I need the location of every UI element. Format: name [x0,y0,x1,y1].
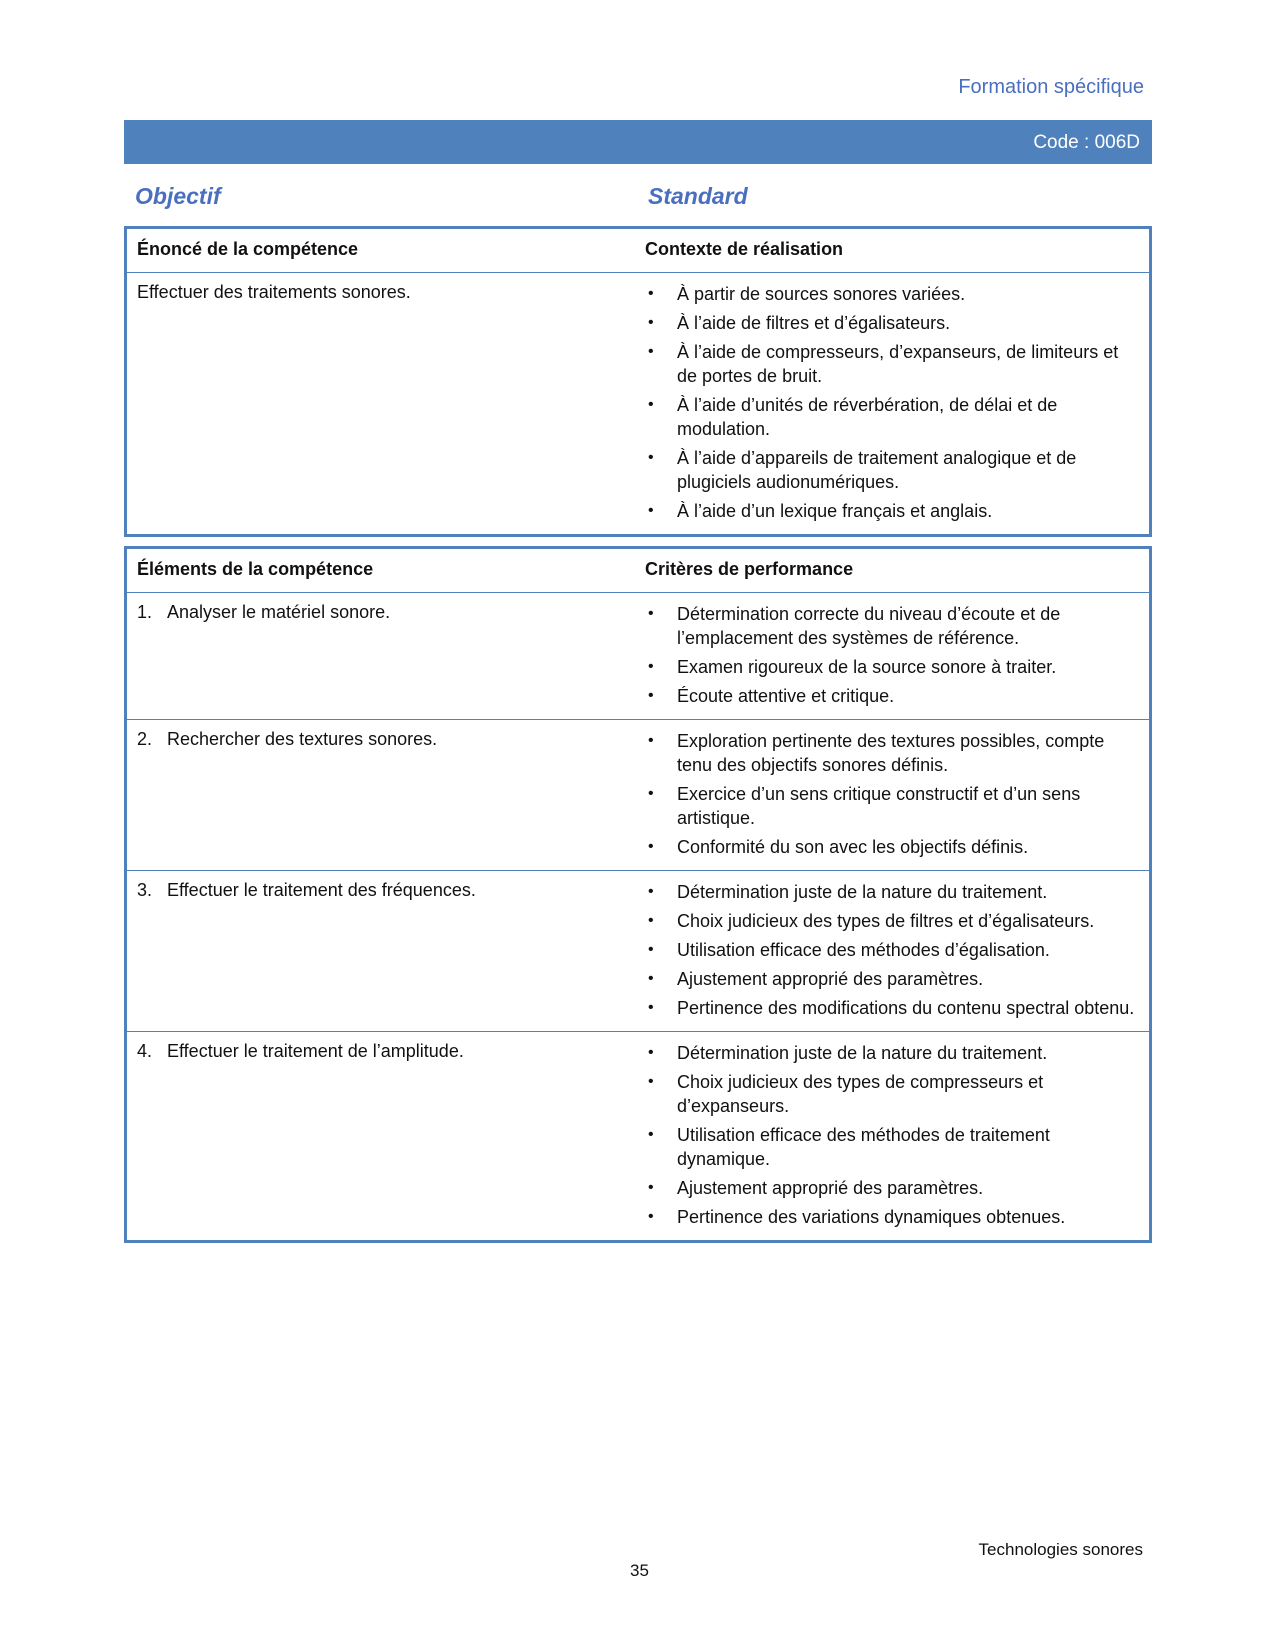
code-bar [124,120,1152,164]
element-row [126,1032,1151,1242]
context-item: • À l’aide de filtres et d’égalisateurs. [645,311,1139,335]
context-item: • À partir de sources sonores variées. [645,282,1139,306]
page-number: 35 [630,1561,649,1580]
element-number: 4. [137,1041,153,1061]
competence-table [124,226,1152,537]
criteria-item: • Ajustement approprié des paramètres. [645,1176,1139,1200]
contexte-header: Contexte de réalisation [645,239,844,259]
element-text: Effectuer le traitement de l’amplitude. [167,1041,464,1061]
standard-heading: Standard [648,183,748,209]
element-number: 2. [137,729,153,749]
enonce-header: Énoncé de la compétence [137,239,359,259]
criteria-item: • Exercice d’un sens critique constructif et d’un sens artistique. [645,782,1139,830]
criteria-item: • Exploration pertinente des textures possibles, compte tenu des objectifs sonores définis. [645,729,1139,777]
context-item: • À l’aide d’appareils de traitement analogique et de plugiciels audionumériques. [645,446,1139,494]
context-list [645,282,1139,523]
criteria-item: • Détermination juste de la nature du traitement. [645,880,1139,904]
criteres-header: Critères de performance [645,559,854,579]
context-cell [645,273,1151,536]
criteria-cell [645,720,1151,871]
criteria-item: • Utilisation efficace des méthodes de traitement dynamique. [645,1123,1139,1171]
criteria-list [645,1041,1139,1229]
competence-statement: Effectuer des traitements sonores. [137,282,411,302]
criteria-item: • Conformité du son avec les objectifs définis. [645,835,1139,859]
objectif-heading: Objectif [135,183,221,209]
element-number: 3. [137,880,153,900]
context-item: • À l’aide de compresseurs, d’expanseurs, de limiteurs et de portes de bruit. [645,340,1139,388]
elements-header-row [126,548,1151,593]
element-row [126,720,1151,871]
criteria-item: • Ajustement approprié des paramètres. [645,967,1139,991]
section-headings [135,183,1145,211]
elements-table [124,546,1152,1243]
element-label [126,720,646,871]
criteria-item: • Utilisation efficace des méthodes d’égalisation. [645,938,1139,962]
element-text: Analyser le matériel sonore. [167,602,391,622]
element-label [126,1032,646,1242]
criteria-cell [645,593,1151,720]
criteria-list [645,880,1139,1020]
context-item: • À l’aide d’un lexique français et anglais. [645,499,1139,523]
criteria-item: • Choix judicieux des types de compresseurs et d’expanseurs. [645,1070,1139,1118]
criteria-cell [645,871,1151,1032]
criteria-item: • Choix judicieux des types de filtres et d’égalisateurs. [645,909,1139,933]
element-row [126,871,1151,1032]
footer-title: Technologies sonores [978,1540,1143,1559]
criteria-item: • Pertinence des modifications du contenu spectral obtenu. [645,996,1139,1020]
criteria-list [645,602,1139,708]
criteria-list [645,729,1139,859]
element-label [126,593,646,720]
competence-header-row [126,228,1151,273]
criteria-item: • Écoute attentive et critique. [645,684,1139,708]
context-item: • À l’aide d’unités de réverbération, de délai et de modulation. [645,393,1139,441]
elements-header: Éléments de la compétence [137,559,374,579]
element-row [126,593,1151,720]
element-text: Effectuer le traitement des fréquences. [167,880,476,900]
element-number: 1. [137,602,153,622]
criteria-item: • Détermination juste de la nature du traitement. [645,1041,1139,1065]
element-label [126,871,646,1032]
element-text: Rechercher des textures sonores. [167,729,438,749]
competence-body-row [126,273,1151,536]
criteria-item: • Détermination correcte du niveau d’écoute et de l’emplacement des systèmes de référence. [645,602,1139,650]
document-header-title: Formation spécifique [958,76,1144,98]
competence-code: Code : 006D [1033,132,1140,153]
criteria-cell [645,1032,1151,1242]
criteria-item: • Pertinence des variations dynamiques obtenues. [645,1205,1139,1229]
criteria-item: • Examen rigoureux de la source sonore à traiter. [645,655,1139,679]
